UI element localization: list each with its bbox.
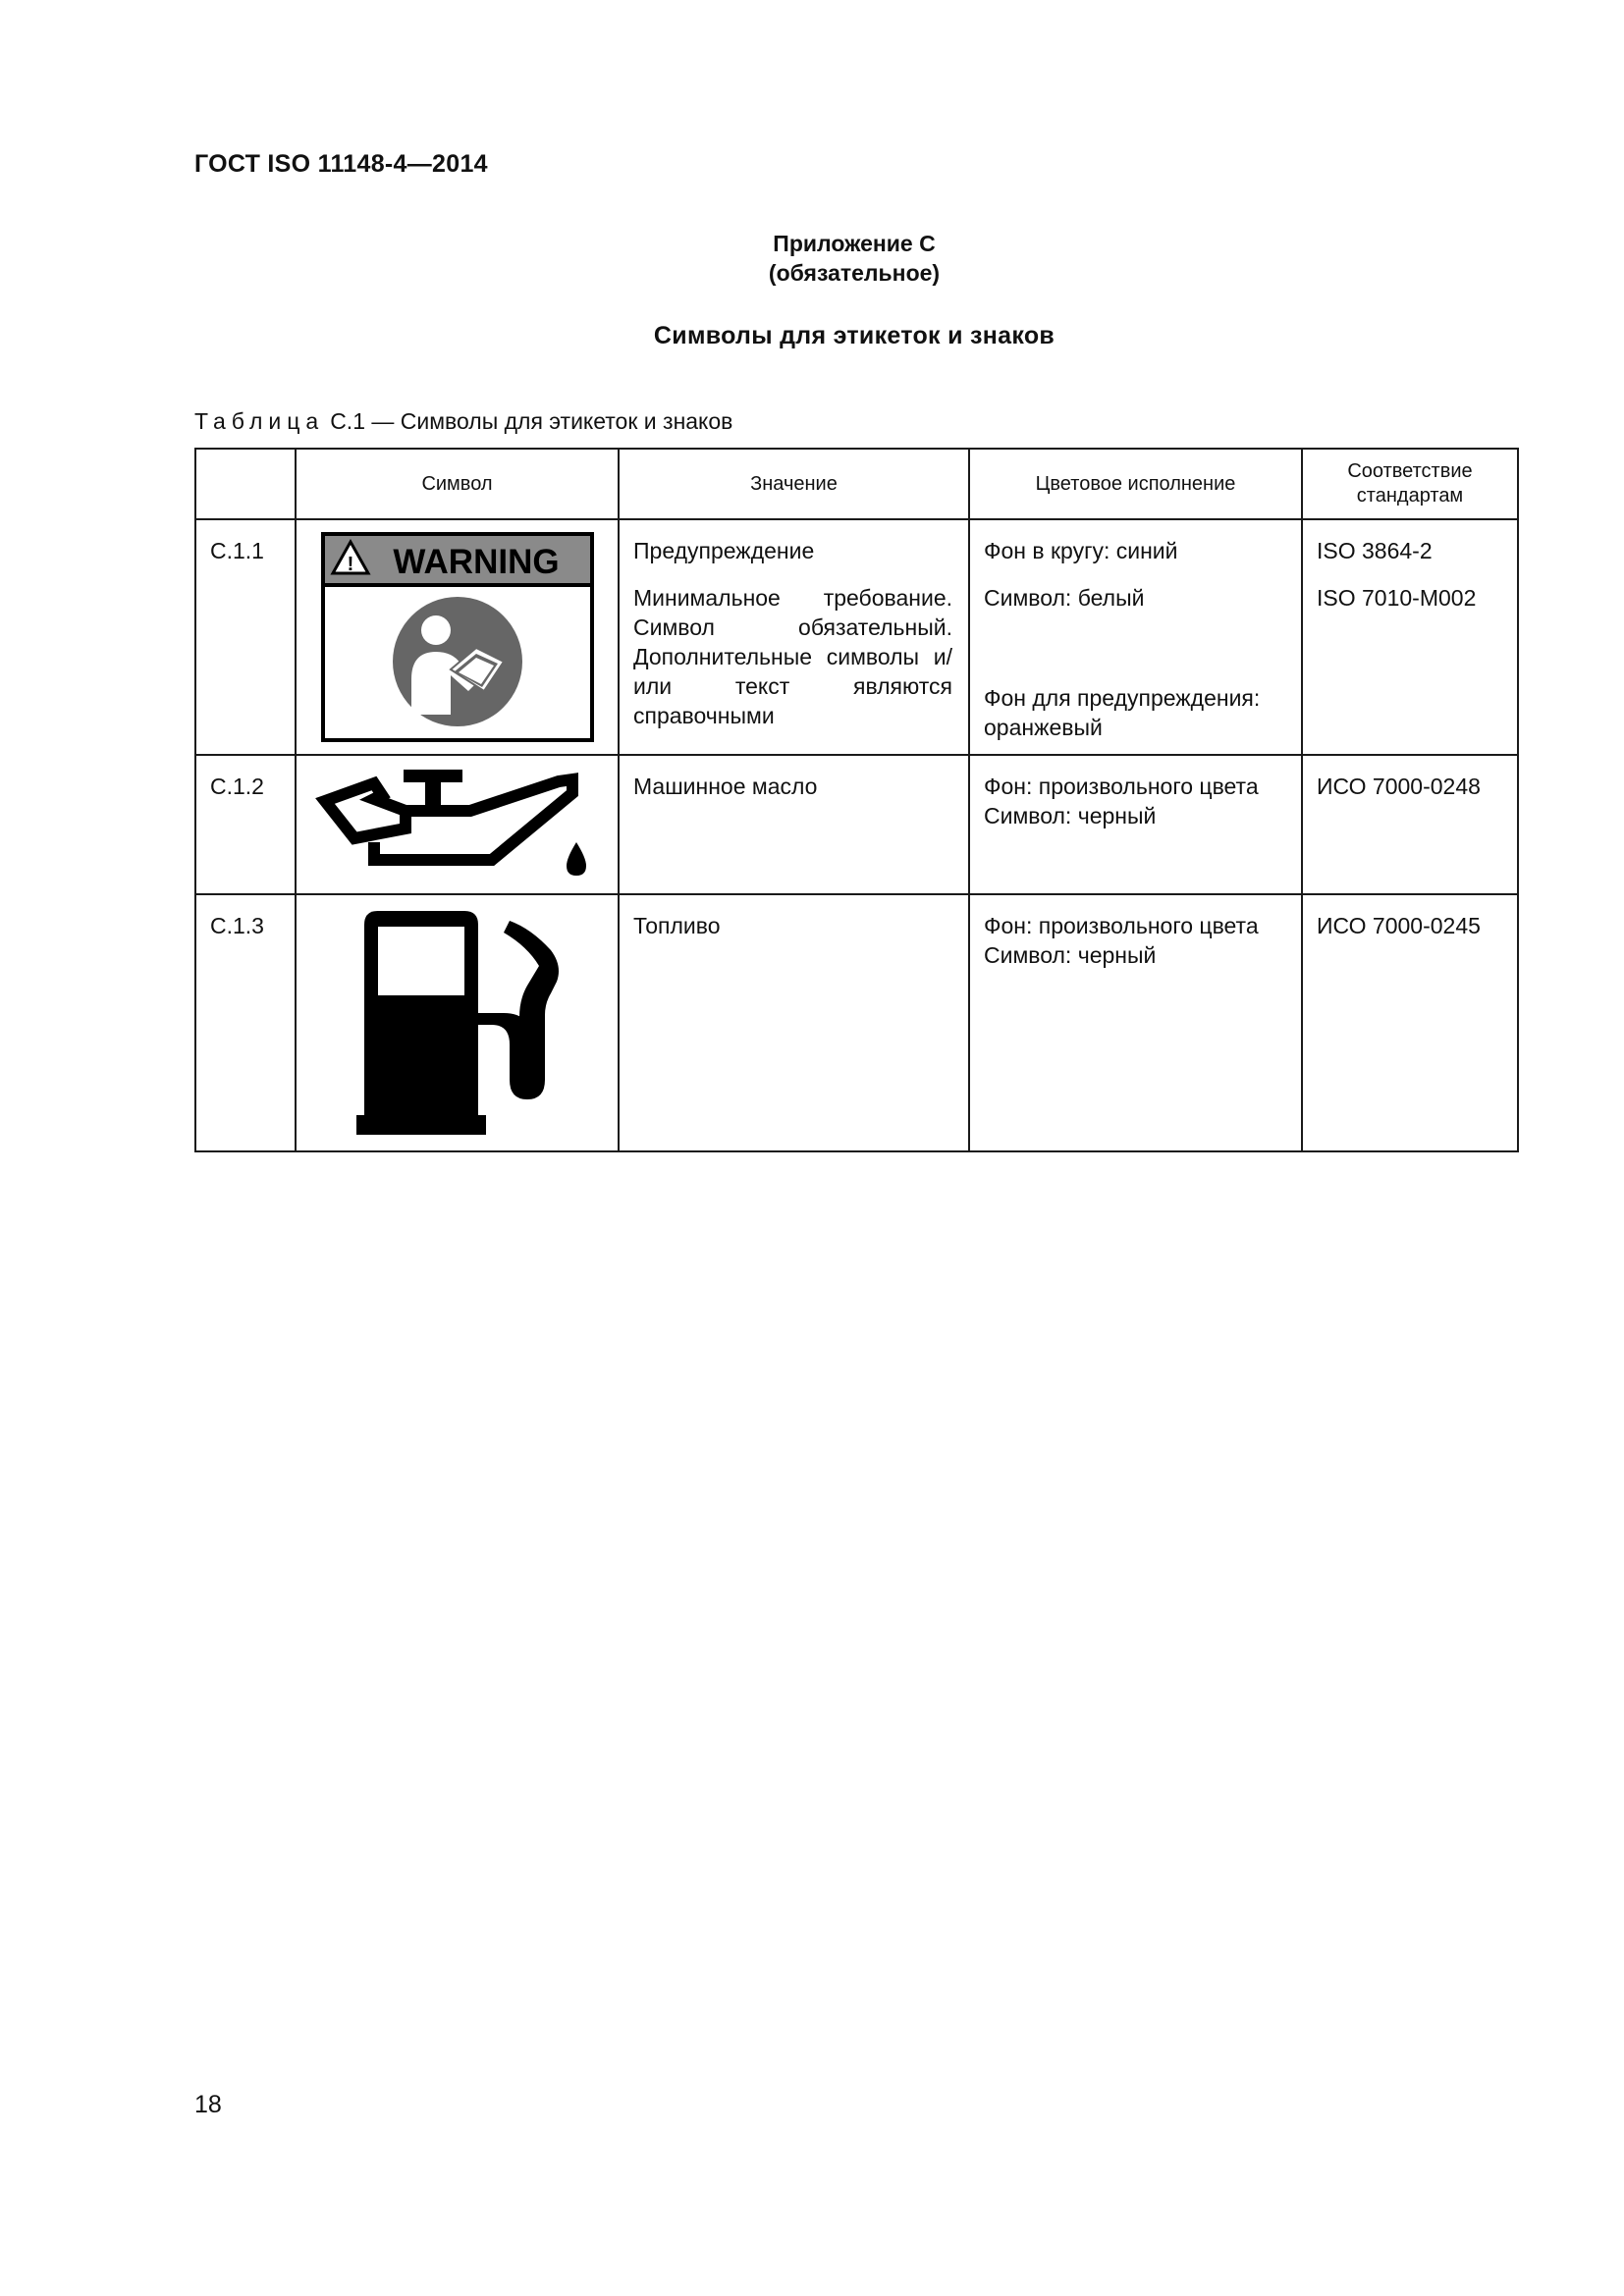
meaning-note: Минимальное требование. Символ обязательный. Дополнительные символы и/или текст являются справочными — [633, 585, 952, 728]
color-line: Фон для предупреждения: оранжевый — [984, 685, 1261, 740]
table-row — [195, 894, 1518, 1151]
symbol-cell — [296, 894, 619, 1151]
color-line: Фон: произвольного цвета — [984, 913, 1259, 938]
standard-ref: ИСО 7000-0245 — [1317, 913, 1481, 938]
row-id-cell — [195, 519, 296, 755]
symbol-cell — [296, 755, 619, 894]
standards-cell — [1302, 755, 1518, 894]
row-id: С.1.2 — [210, 774, 264, 799]
standard-ref: ISO 7010-M002 — [1317, 585, 1477, 611]
color-cell — [969, 519, 1302, 755]
symbol-cell — [296, 519, 619, 755]
meaning-title: Топливо — [633, 913, 721, 938]
appendix-title: Приложение С — [773, 231, 936, 256]
row-id: С.1.3 — [210, 913, 264, 938]
warning-read-manual-icon — [297, 520, 618, 742]
standards-cell — [1302, 519, 1518, 755]
row-id-cell — [195, 755, 296, 894]
color-line: Символ: черный — [984, 942, 1157, 968]
standards-cell — [1302, 894, 1518, 1151]
color-cell — [969, 755, 1302, 894]
table-caption-label: Таблица — [194, 408, 325, 434]
color-cell — [969, 894, 1302, 1151]
meaning-cell — [619, 519, 969, 755]
document-code: ГОСТ ISO 11148-4—2014 — [194, 150, 488, 178]
table-caption — [194, 408, 732, 435]
appendix-status: (обязательное) — [768, 260, 941, 286]
header-cell-id — [195, 449, 296, 519]
table-header-row — [195, 449, 1518, 519]
table-row — [195, 755, 1518, 894]
engine-oil-can-icon — [297, 756, 618, 881]
table-caption-text: С.1 — Символы для этикеток и знаков — [330, 408, 733, 434]
color-line: Символ: белый — [984, 585, 1145, 611]
header-cell-standards: Соответствие стандартам — [1302, 449, 1518, 519]
table-row — [195, 519, 1518, 755]
meaning-title: Предупреждение — [633, 538, 815, 563]
fuel-pump-icon — [297, 895, 618, 1139]
standard-ref: ISO 3864-2 — [1317, 538, 1433, 563]
meaning-title: Машинное масло — [633, 774, 818, 799]
color-line: Фон: произвольного цвета — [984, 774, 1259, 799]
header-cell-symbol: Символ — [296, 449, 619, 519]
svg-text:!: ! — [347, 554, 353, 575]
section-heading: Символы для этикеток и знаков — [653, 322, 1056, 349]
standard-ref: ИСО 7000-0248 — [1317, 774, 1481, 799]
header-cell-color: Цветовое исполнение — [969, 449, 1302, 519]
warning-label: WARNING — [392, 543, 560, 581]
meaning-cell — [619, 894, 969, 1151]
symbols-table — [194, 448, 1519, 1152]
color-line: Символ: черный — [984, 803, 1157, 828]
header-cell-meaning: Значение — [619, 449, 969, 519]
meaning-cell — [619, 755, 969, 894]
row-id: С.1.1 — [210, 538, 264, 563]
color-line: Фон в кругу: синий — [984, 538, 1178, 563]
row-id-cell — [195, 894, 296, 1151]
page-number: 18 — [194, 2091, 222, 2118]
